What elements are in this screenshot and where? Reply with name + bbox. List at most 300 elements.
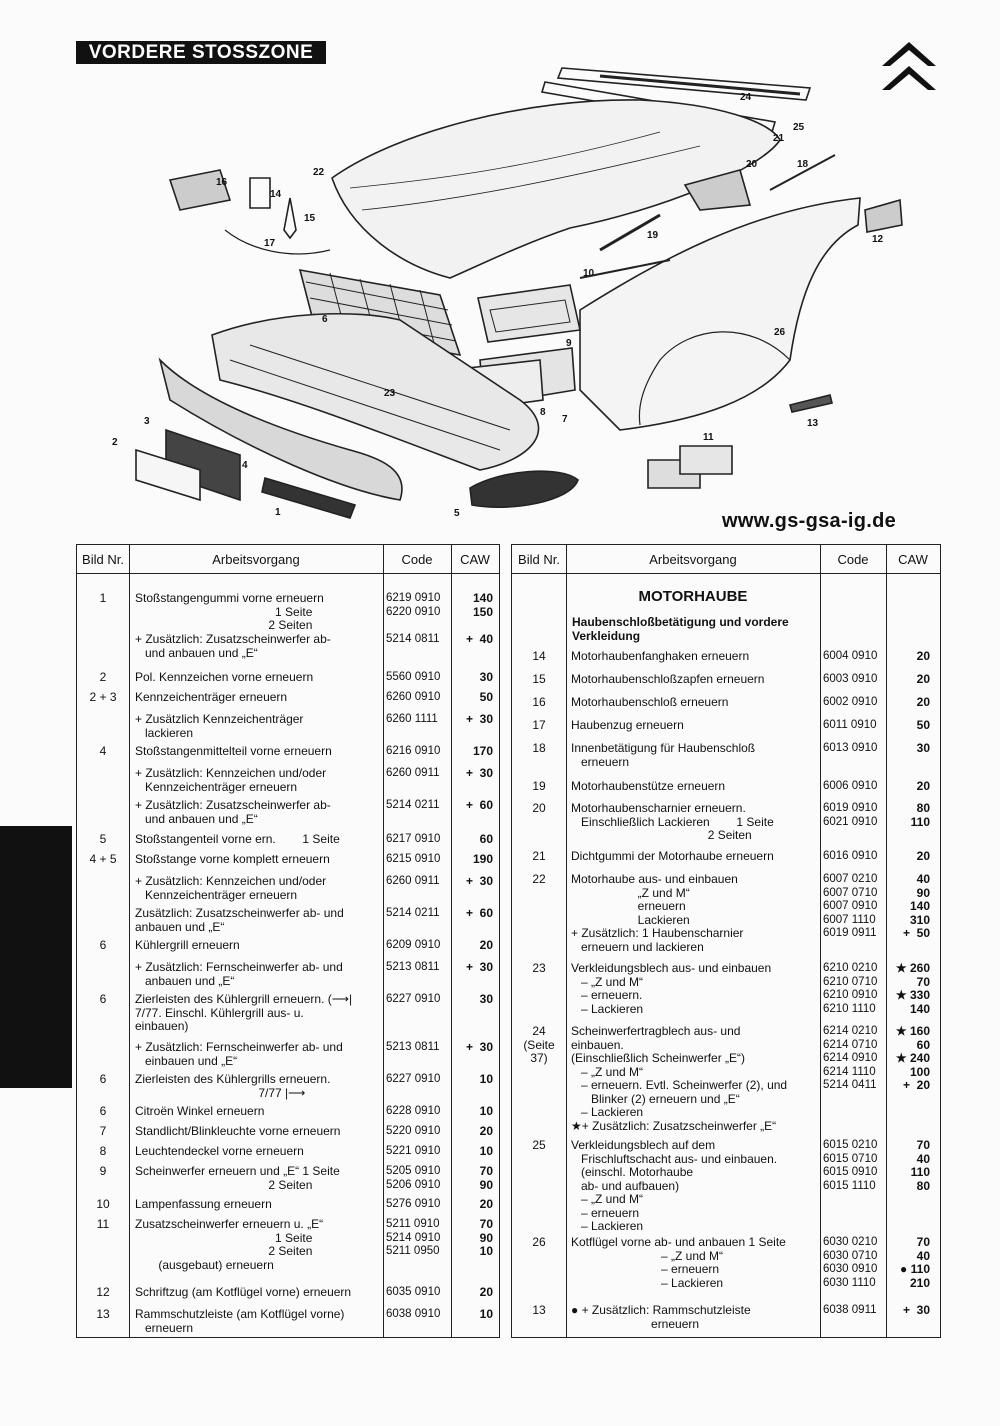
code-line: 6210 0210 — [823, 962, 878, 974]
code-cell — [823, 1025, 885, 1093]
caw-line: + 30 — [465, 1040, 493, 1054]
caw-line: 30 — [479, 670, 493, 684]
code-line: 5213 0811 — [386, 961, 440, 973]
arbeitsvorgang-cell — [135, 592, 381, 633]
caw-cell — [451, 713, 493, 727]
arbeitsvorgang-line: Innenbetätigung für Haubenschloß — [571, 741, 756, 755]
code-line: 6035 0910 — [386, 1286, 441, 1298]
caw-line: 140 — [909, 1001, 930, 1016]
code-cell — [386, 961, 450, 975]
code-line: 6214 1110 — [823, 1065, 876, 1078]
left-table-header — [77, 545, 499, 574]
arbeitsvorgang-line: Motorhaubenscharnier erneuern. — [571, 801, 746, 815]
arbeitsvorgang-line: Scheinwerfer erneuern und „E“ 1 Seite — [135, 1164, 340, 1178]
caw-cell — [451, 1041, 493, 1055]
header-code: Code — [837, 552, 869, 567]
arbeitsvorgang-line: 7/77. Einschl. Kühlergrill aus- u. — [135, 1005, 304, 1020]
bild-nr-cell: 21 — [532, 849, 546, 863]
arbeitsvorgang-line: Zierleisten des Kühlergrills erneuern. — [135, 1072, 331, 1086]
arbeitsvorgang-line: – erneuern. Evtl. Scheinwerfer (2), und — [571, 1078, 788, 1092]
caw-line: 20 — [916, 649, 930, 663]
code-cell — [386, 833, 450, 847]
arbeitsvorgang-line: + Zusätzlich: Zusatzscheinwerfer ab- — [135, 632, 331, 646]
caw-cell — [451, 1145, 493, 1159]
code-line: 5214 0910 — [386, 1231, 441, 1244]
caw-line: 310 — [909, 912, 930, 927]
callout-3: 3 — [144, 416, 150, 427]
arbeitsvorgang-line: (einschl. Motorhaube — [571, 1165, 694, 1179]
arbeitsvorgang-line: ★+ Zusätzlich: Zusatzscheinwerfer „E“ — [571, 1118, 777, 1133]
callout-26: 26 — [774, 327, 786, 338]
caw-cell — [886, 1304, 930, 1318]
caw-line: 10 — [479, 1307, 493, 1321]
caw-cell — [451, 592, 493, 619]
arbeitsvorgang-cell — [571, 1236, 818, 1290]
section-subtitle — [572, 616, 816, 643]
caw-line: ★ 260 — [895, 961, 930, 975]
arbeitsvorgang-cell — [135, 799, 381, 826]
code-line: 6015 0210 — [823, 1139, 878, 1151]
arbeitsvorgang-line: Stoßstangenmittelteil vorne erneuern — [135, 744, 332, 758]
arbeitsvorgang-cell — [571, 780, 818, 794]
code-line: 6019 0910 — [823, 802, 878, 814]
callout-5: 5 — [454, 508, 460, 519]
code-line: 6016 0910 — [823, 850, 878, 862]
arbeitsvorgang-cell — [571, 1025, 818, 1133]
caw-cell — [451, 1198, 493, 1212]
arbeitsvorgang-cell — [135, 907, 381, 934]
code-line: 6210 0910 — [823, 989, 878, 1001]
code-cell — [823, 742, 885, 756]
arbeitsvorgang-line: – erneuern. — [571, 988, 643, 1002]
callout-1: 1 — [275, 507, 281, 518]
arbeitsvorgang-line: Scheinwerfertragblech aus- und — [571, 1024, 741, 1038]
website-url: www.gs-gsa-ig.de — [722, 510, 897, 532]
code-cell — [386, 1286, 450, 1300]
caw-line: + 30 — [465, 874, 493, 888]
code-line: 6030 0910 — [823, 1263, 878, 1275]
code-line: 5214 0811 — [386, 633, 440, 645]
bild-nr-cell: 2 — [99, 670, 107, 684]
caw-line: 140 — [909, 899, 930, 913]
bild-nr-cell: 10 — [96, 1197, 110, 1211]
callout-8: 8 — [540, 407, 546, 418]
arbeitsvorgang-cell — [135, 671, 381, 685]
caw-line: 70 — [479, 1217, 493, 1231]
arbeitsvorgang-line: – „Z und M“ — [571, 1192, 644, 1206]
bild-nr-cell: 12 — [96, 1285, 110, 1299]
arbeitsvorgang-line: Stoßstangengummi vorne erneuern — [135, 591, 324, 605]
caw-cell — [886, 742, 930, 756]
caw-line: 90 — [479, 1230, 493, 1245]
code-line: 6015 0710 — [823, 1152, 878, 1165]
code-line: 6260 1111 — [386, 713, 438, 725]
arbeitsvorgang-line: Motorhaubenstütze erneuern — [571, 779, 726, 793]
caw-cell — [451, 671, 493, 685]
code-line: 6007 0210 — [823, 873, 878, 885]
arbeitsvorgang-line: – Lackieren — [571, 1219, 644, 1233]
callout-7: 7 — [562, 414, 568, 425]
callout-25: 25 — [793, 122, 805, 133]
arbeitsvorgang-cell — [571, 719, 818, 733]
arbeitsvorgang-cell — [571, 673, 818, 687]
arbeitsvorgang-line: und anbauen und „E“ — [135, 645, 258, 660]
code-line: 6260 0911 — [386, 767, 440, 779]
code-line: 6004 0910 — [823, 650, 878, 662]
caw-cell — [451, 1218, 493, 1259]
bild-nr-cell: 18 — [532, 741, 546, 755]
arbeitsvorgang-cell — [135, 961, 381, 988]
header-arbeit: Arbeitsvorgang — [649, 552, 737, 567]
code-line: 5205 0910 — [386, 1165, 441, 1177]
code-cell — [386, 713, 450, 727]
code-line: 5214 0211 — [386, 799, 440, 811]
arbeitsvorgang-cell — [135, 1105, 381, 1119]
bild-nr-cell: 15 — [532, 672, 546, 686]
caw-cell — [451, 767, 493, 781]
arbeitsvorgang-line: + Zusätzlich: Fernscheinwerfer ab- und — [135, 960, 343, 974]
code-cell — [386, 1125, 450, 1139]
arbeitsvorgang-line: Motorhaube aus- und einbauen — [571, 872, 738, 886]
page-title: VORDERE STOSSZONE — [76, 41, 326, 64]
code-cell — [386, 1145, 450, 1159]
arbeitsvorgang-line: Motorhaubenschloßzapfen erneuern — [571, 672, 765, 686]
arbeitsvorgang-cell — [571, 1139, 818, 1234]
bild-nr-cell: 11 — [96, 1217, 110, 1231]
code-cell — [386, 875, 450, 889]
arbeitsvorgang-line: 2 Seiten — [135, 618, 313, 632]
code-line: 6214 0710 — [823, 1038, 878, 1051]
bild-nr-cell: 6 — [99, 1072, 107, 1086]
code-cell — [823, 802, 885, 829]
code-line: 6007 1110 — [823, 913, 876, 926]
code-line: 6227 0910 — [386, 993, 441, 1005]
code-cell — [823, 873, 885, 941]
arbeitsvorgang-line: Pol. Kennzeichen vorne erneuern — [135, 670, 314, 684]
caw-cell — [451, 799, 493, 813]
caw-line: 70 — [479, 1164, 493, 1178]
callout-23: 23 — [384, 388, 396, 399]
caw-line: 100 — [909, 1064, 930, 1079]
caw-line: 20 — [916, 672, 930, 686]
code-line: 6038 0911 — [823, 1304, 877, 1316]
bild-nr-cell: 7 — [99, 1124, 107, 1138]
code-line: 6003 0910 — [823, 673, 878, 685]
code-line: 5213 0811 — [386, 1041, 440, 1053]
arbeitsvorgang-line: einbauen) — [135, 1019, 189, 1033]
caw-line: 20 — [479, 1124, 493, 1138]
code-line: 6214 0210 — [823, 1025, 878, 1037]
code-cell — [386, 1165, 450, 1192]
header-caw: CAW — [460, 552, 490, 567]
caw-cell — [451, 1073, 493, 1087]
callout-14: 14 — [270, 189, 282, 200]
code-line: 6219 0910 — [386, 592, 441, 604]
arbeitsvorgang-line: Kennzeichenträger erneuern — [135, 887, 298, 902]
code-line: 6220 0910 — [386, 605, 441, 618]
code-line: 5206 0910 — [386, 1178, 441, 1191]
caw-cell — [886, 850, 930, 864]
arbeitsvorgang-line: Verkleidungsblech auf dem — [571, 1138, 716, 1152]
section-title: MOTORHAUBE — [638, 588, 748, 605]
callout-11: 11 — [703, 432, 714, 443]
arbeitsvorgang-line: lackieren — [135, 725, 194, 740]
arbeitsvorgang-line: Lackieren — [571, 912, 690, 927]
arbeitsvorgang-line: Motorhaubenfanghaken erneuern — [571, 649, 750, 663]
callout-10: 10 — [583, 268, 595, 279]
bild-nr-cell: 24 (Seite 37) — [523, 1024, 555, 1065]
arbeitsvorgang-cell — [571, 1304, 818, 1331]
caw-line: + 60 — [465, 906, 493, 920]
caw-line: 20 — [916, 849, 930, 863]
exploded-view-diagram — [100, 60, 960, 530]
arbeitsvorgang-line: Zusatzscheinwerfer erneuern u. „E“ — [135, 1217, 324, 1231]
code-line: 6210 1110 — [823, 1002, 876, 1015]
arbeitsvorgang-line: + Zusätzlich: 1 Haubenscharnier — [571, 926, 744, 940]
callout-13: 13 — [807, 418, 819, 429]
caw-cell — [451, 1105, 493, 1119]
arbeitsvorgang-cell — [135, 1286, 381, 1300]
arbeitsvorgang-line: Frischluftschacht aus- und einbauen. — [571, 1151, 778, 1166]
caw-line: 10 — [479, 1144, 493, 1158]
callout-22: 22 — [313, 167, 325, 178]
callout-12: 12 — [872, 234, 884, 245]
code-cell — [823, 719, 885, 733]
arbeitsvorgang-cell — [571, 742, 818, 769]
code-line: 6227 0910 — [386, 1073, 441, 1085]
code-line: 5276 0910 — [386, 1198, 441, 1210]
code-cell — [386, 691, 450, 705]
arbeitsvorgang-cell — [135, 1198, 381, 1212]
arbeitsvorgang-line: – „Z und M“ — [571, 1064, 644, 1079]
arbeitsvorgang-line: Haubenzug erneuern — [571, 718, 684, 732]
caw-cell — [886, 1025, 930, 1093]
arbeitsvorgang-line: 2 Seiten — [135, 1177, 313, 1192]
caw-line: 70 — [916, 1138, 930, 1152]
bild-nr-cell: 1 — [99, 591, 107, 605]
caw-line: ★ 160 — [895, 1024, 930, 1038]
callout-15: 15 — [304, 213, 316, 224]
code-line: 6260 0910 — [386, 691, 441, 703]
caw-line: 30 — [916, 741, 930, 755]
arbeitsvorgang-line: + Zusätzlich: Zusatzscheinwerfer ab- — [135, 798, 331, 812]
code-line: 6006 0910 — [823, 780, 878, 792]
code-cell — [823, 962, 885, 1016]
callout-2: 2 — [112, 437, 118, 448]
caw-line: + 30 — [465, 712, 493, 726]
code-line: 6217 0910 — [386, 833, 441, 845]
caw-line: 70 — [916, 1235, 930, 1249]
caw-cell — [886, 780, 930, 794]
bild-nr-cell: 23 — [532, 961, 546, 975]
code-line: 6007 0710 — [823, 886, 878, 899]
arbeitsvorgang-line: Blinker (2) erneuern und „E“ — [571, 1091, 740, 1106]
code-cell — [386, 767, 450, 781]
code-line: 6215 0910 — [386, 853, 441, 865]
arbeitsvorgang-line: Rammschutzleiste (am Kotflügel vorne) — [135, 1307, 345, 1321]
caw-line: 70 — [916, 974, 930, 989]
arbeitsvorgang-line: 2 Seiten — [135, 1244, 313, 1258]
code-line: 6214 0910 — [823, 1052, 878, 1064]
bild-nr-cell: 6 — [99, 938, 107, 952]
code-cell — [386, 799, 450, 813]
bild-nr-cell: 6 — [99, 1104, 107, 1118]
caw-line: 20 — [479, 938, 493, 952]
caw-line: + 30 — [465, 766, 493, 780]
bild-nr-cell: 4 — [99, 744, 107, 758]
bild-nr-cell: 8 — [99, 1144, 107, 1158]
caw-line: 40 — [916, 1151, 930, 1166]
code-cell — [386, 633, 450, 647]
code-line: 6228 0910 — [386, 1105, 441, 1117]
code-cell — [386, 993, 450, 1007]
callout-17: 17 — [264, 238, 276, 249]
code-line: 5214 0411 — [823, 1079, 877, 1091]
arbeitsvorgang-line: (Einschließlich Scheinwerfer „E“) — [571, 1051, 746, 1065]
arbeitsvorgang-line: Kotflügel vorne ab- und anbauen 1 Seite — [571, 1235, 786, 1249]
arbeitsvorgang-line: – erneuern — [571, 1262, 720, 1276]
right-table-header — [512, 545, 940, 574]
callout-9: 9 — [566, 338, 572, 349]
caw-line: 210 — [909, 1275, 930, 1290]
caw-cell — [886, 650, 930, 664]
arbeitsvorgang-line: Lampenfassung erneuern — [135, 1197, 272, 1211]
caw-line: 10 — [479, 1244, 493, 1258]
arbeitsvorgang-line: Dichtgummi der Motorhaube erneuern — [571, 849, 774, 863]
code-cell — [386, 939, 450, 953]
bild-nr-cell: 2 + 3 — [89, 690, 117, 704]
bild-nr-cell: 22 — [532, 872, 546, 886]
caw-cell — [451, 633, 493, 647]
arbeitsvorgang-line: erneuern — [571, 754, 630, 769]
caw-line: 170 — [472, 744, 493, 758]
arbeitsvorgang-line: ab- und aufbauen) — [571, 1178, 680, 1193]
code-cell — [823, 673, 885, 687]
header-bild: Bild Nr. — [82, 552, 124, 567]
caw-cell — [451, 853, 493, 867]
caw-line: 40 — [916, 1248, 930, 1263]
bild-nr-cell: 6 — [99, 992, 107, 1006]
callout-4: 4 — [242, 460, 248, 471]
caw-cell — [451, 1308, 493, 1322]
code-cell — [823, 1304, 885, 1318]
code-cell — [823, 650, 885, 664]
code-line: 6216 0910 — [386, 745, 441, 757]
caw-cell — [886, 873, 930, 941]
code-line: 6011 0910 — [823, 719, 877, 731]
caw-line: 80 — [916, 1178, 930, 1193]
callout-21: 21 — [773, 133, 785, 144]
arbeitsvorgang-line: 1 Seite — [135, 1230, 313, 1245]
arbeitsvorgang-cell — [571, 850, 818, 864]
callout-18: 18 — [797, 159, 809, 170]
code-line: 5221 0910 — [386, 1145, 441, 1157]
arbeitsvorgang-line: 1 Seite — [135, 604, 313, 619]
arbeitsvorgang-line: ● + Zusätzlich: Rammschutzleiste — [571, 1303, 751, 1317]
arbeitsvorgang-cell — [135, 1145, 381, 1159]
code-cell — [823, 1139, 885, 1193]
caw-line: 150 — [472, 604, 493, 619]
code-cell — [386, 1308, 450, 1322]
arbeitsvorgang-cell — [571, 802, 818, 843]
caw-line: 40 — [916, 872, 930, 886]
caw-cell — [451, 745, 493, 759]
bild-nr-cell: 13 — [96, 1307, 110, 1321]
arbeitsvorgang-line: Motorhaubenschloß erneuern — [571, 695, 729, 709]
caw-line: ★ 240 — [895, 1051, 930, 1065]
code-line: 5560 0910 — [386, 671, 441, 683]
caw-line: 20 — [479, 1197, 493, 1211]
arbeitsvorgang-cell — [135, 1165, 381, 1192]
code-cell — [823, 850, 885, 864]
callout-16: 16 — [216, 177, 228, 188]
code-line: 6013 0910 — [823, 742, 878, 754]
caw-line: + 60 — [465, 798, 493, 812]
arbeitsvorgang-line: – Lackieren — [571, 1001, 644, 1016]
callout-19: 19 — [647, 230, 659, 241]
caw-line: + 20 — [902, 1078, 930, 1092]
arbeitsvorgang-cell — [135, 993, 381, 1034]
caw-cell — [886, 802, 930, 829]
bild-nr-cell: 19 — [532, 779, 546, 793]
arbeitsvorgang-line: – Lackieren — [571, 1275, 724, 1290]
arbeitsvorgang-line: 7/77 |⟶ — [135, 1085, 306, 1100]
arbeitsvorgang-line: erneuern — [571, 899, 686, 913]
code-cell — [823, 696, 885, 710]
code-line: 6038 0910 — [386, 1308, 441, 1320]
arbeitsvorgang-line: einbauen und „E“ — [135, 1053, 238, 1068]
code-line: 6019 0911 — [823, 927, 877, 939]
arbeitsvorgang-cell — [135, 939, 381, 953]
code-cell — [386, 853, 450, 867]
caw-cell — [886, 1236, 930, 1290]
arbeitsvorgang-cell — [135, 691, 381, 705]
bild-nr-cell: 9 — [99, 1164, 107, 1178]
bild-nr-cell: 25 — [532, 1138, 546, 1152]
code-line: 6030 0710 — [823, 1249, 878, 1262]
caw-line: 20 — [916, 779, 930, 793]
arbeitsvorgang-line: – Lackieren — [571, 1105, 644, 1119]
caw-cell — [451, 907, 493, 921]
arbeitsvorgang-cell — [135, 633, 381, 660]
arbeitsvorgang-cell — [135, 1073, 381, 1100]
arbeitsvorgang-cell — [135, 875, 381, 902]
callout-20: 20 — [746, 159, 758, 170]
header-code: Code — [401, 552, 433, 567]
caw-line: ● 110 — [900, 1262, 930, 1276]
caw-cell — [451, 875, 493, 889]
caw-line: ★ 330 — [895, 988, 930, 1002]
caw-line: 20 — [479, 1285, 493, 1299]
caw-cell — [451, 939, 493, 953]
arbeitsvorgang-line: – „Z und M“ — [571, 974, 644, 989]
arbeitsvorgang-line: einbauen. — [571, 1037, 624, 1052]
caw-line: 110 — [910, 1165, 930, 1179]
arbeitsvorgang-cell — [135, 833, 381, 847]
caw-cell — [886, 962, 930, 1016]
arbeitsvorgang-cell — [135, 745, 381, 759]
code-line: 6210 0710 — [823, 975, 878, 988]
caw-cell — [886, 1139, 930, 1193]
code-line: 5220 0910 — [386, 1125, 441, 1137]
bild-nr-cell: 20 — [532, 801, 546, 815]
code-cell — [386, 745, 450, 759]
section-subtitle-line: Verkleidung — [572, 628, 641, 643]
callout-24: 24 — [740, 92, 752, 103]
arbeitsvorgang-line: Einschließlich Lackieren 1 Seite — [571, 814, 774, 829]
caw-cell — [451, 1125, 493, 1139]
caw-line: 60 — [916, 1037, 930, 1052]
